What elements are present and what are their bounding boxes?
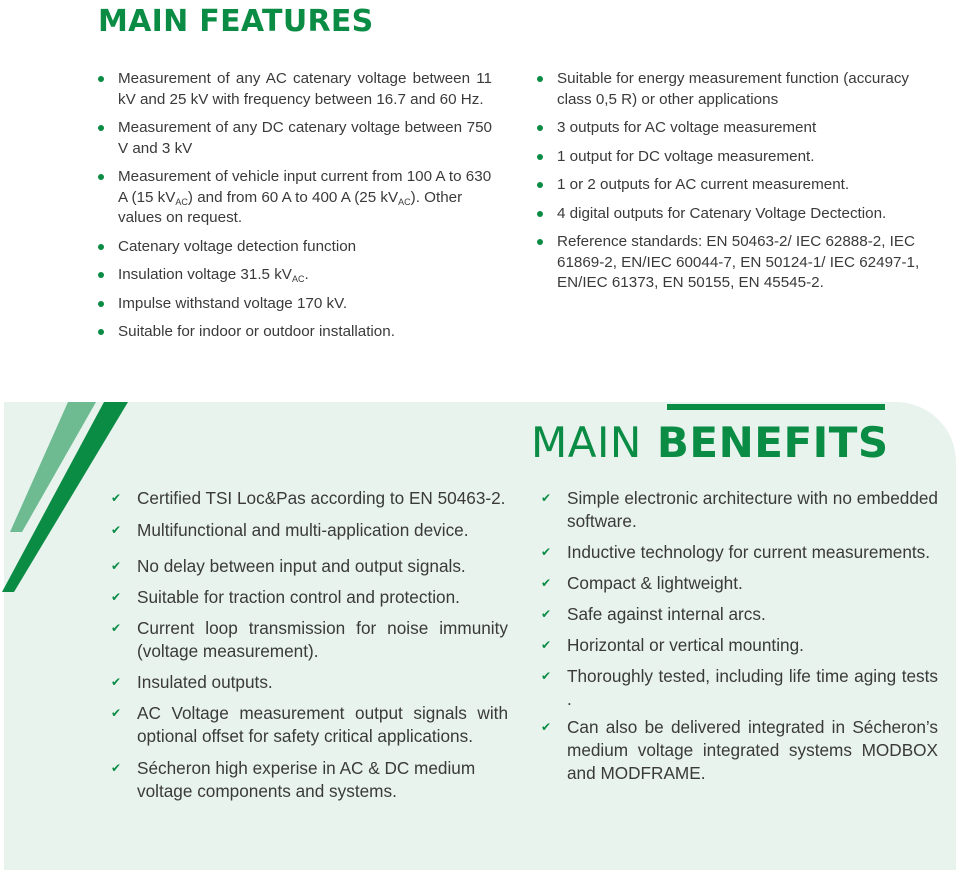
bullet-icon	[98, 301, 104, 307]
check-icon: ✔	[111, 559, 122, 573]
bullet-icon	[98, 272, 104, 278]
check-icon: ✔	[111, 590, 122, 604]
feature-text: Insulation voltage 31.5 $kV_{AC}$.	[118, 266, 309, 284]
check-icon: ✔	[111, 706, 122, 720]
check-icon: ✔	[541, 607, 552, 621]
check-icon: ✔	[541, 669, 552, 683]
benefit-item: ✔ Multifunctional and multi-application device.	[111, 520, 469, 540]
feature-item: 1 or 2 outputs for AC current measurement.	[537, 175, 937, 196]
benefit-item: ✔ Horizontal or vertical mounting.	[541, 635, 804, 655]
bullet-icon	[537, 76, 543, 82]
bullet-icon	[537, 125, 543, 131]
feature-item: Impulse withstand voltage 170 kV.	[98, 294, 492, 315]
bullet-icon	[98, 125, 104, 131]
bullet-icon	[537, 239, 543, 245]
feature-item: 3 outputs for AC voltage measurement	[537, 118, 937, 139]
benefit-item: ✔ Compact & lightweight.	[541, 573, 743, 593]
bullet-icon	[98, 174, 104, 180]
check-icon: ✔	[111, 675, 122, 689]
benefit-item: ✔ Simple electronic architecture with no embedded software.	[541, 488, 938, 531]
bullet-icon	[98, 244, 104, 250]
check-icon: ✔	[541, 545, 552, 559]
check-icon: ✔	[111, 491, 122, 505]
benefits-right-list	[541, 487, 938, 785]
bullet-icon	[537, 211, 543, 217]
benefit-item: ✔ AC Voltage measurement output signals with optional offset for safety critical applications.	[111, 703, 508, 746]
benefit-item: ✔ Current loop transmission for noise immunity (voltage measurement).	[111, 618, 508, 661]
benefits-left-list	[111, 487, 508, 803]
benefit-item: ✔ Insulated outputs.	[111, 672, 273, 692]
feature-item	[98, 167, 492, 229]
benefits-title: MAIN BENEFITS	[531, 418, 889, 467]
check-icon: ✔	[541, 638, 552, 652]
features-left-list	[98, 69, 492, 343]
benefit-item: ✔ Suitable for traction control and protection.	[111, 587, 460, 607]
feature-item: Suitable for indoor or outdoor installation.	[98, 322, 492, 343]
check-icon: ✔	[111, 523, 122, 537]
feature-item: Suitable for energy measurement function (accuracy class 0,5 R) or other applications	[537, 69, 937, 110]
check-icon: ✔	[541, 576, 552, 590]
benefit-item: ✔ No delay between input and output signals.	[111, 556, 466, 576]
check-icon: ✔	[111, 621, 122, 635]
check-icon: ✔	[541, 491, 552, 505]
feature-item: 4 digital outputs for Catenary Voltage Dectection.	[537, 204, 937, 225]
benefit-item: ✔ Safe against internal arcs.	[541, 604, 766, 624]
bullet-icon	[98, 329, 104, 335]
features-title: MAIN FEATURES	[98, 4, 374, 39]
bullet-icon	[537, 154, 543, 160]
feature-item: 1 output for DC voltage measurement.	[537, 147, 937, 168]
benefit-item: ✔ Certified TSI Loc&Pas according to EN 50463-2.	[111, 488, 506, 508]
bullet-icon	[537, 182, 543, 188]
benefit-item: ✔ Inductive technology for current measurements.	[541, 542, 931, 562]
feature-item: Reference standards: EN 50463-2/ IEC 62888-2, IEC 61869-2, EN/IEC 60044-7, EN 50124-1/ IEC 62497-1, EN/IEC 61373, EN 50155, EN 45545-2.	[537, 232, 937, 294]
feature-item: Measurement of any DC catenary voltage between 750 V and 3 kV	[98, 118, 492, 159]
feature-item	[98, 265, 492, 286]
feature-item: Catenary voltage detection function	[98, 237, 492, 258]
bullet-icon	[98, 76, 104, 82]
benefit-item: ✔ Thoroughly tested, including life time aging tests .	[541, 666, 938, 709]
check-icon: ✔	[541, 720, 552, 734]
benefit-item: ✔ Can also be delivered integrated in Sécheron’s medium voltage integrated systems MODBOX and MODFRAME.	[541, 717, 938, 783]
feature-text: Measurement of vehicle input current from 100 A to 630 A (15 $kV_{AC}$) and from 60 A to 400 A (25 $kV_{AC}$). Other values on request.	[118, 168, 492, 226]
title-accent-bar	[667, 404, 885, 410]
feature-item: Measurement of any AC catenary voltage between 11 kV and 25 kV with frequency between 16.7 and 60 Hz.	[98, 69, 492, 110]
check-icon: ✔	[111, 761, 122, 775]
benefit-item: ✔ Sécheron high experise in AC & DC medium voltage components and systems.	[111, 758, 476, 801]
features-right-list	[537, 69, 937, 294]
